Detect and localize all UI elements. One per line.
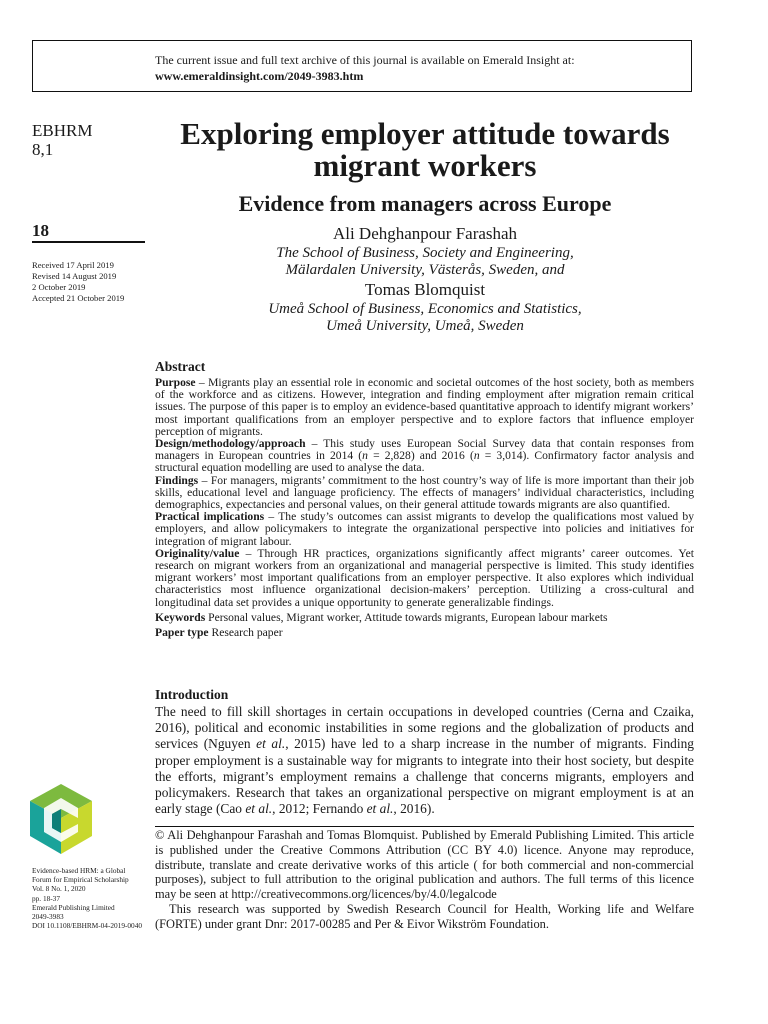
- et-al: et al.: [366, 801, 394, 817]
- introduction-paragraph: [155, 704, 694, 817]
- page-number-rule: [32, 241, 145, 243]
- intro-text: , 2016).: [393, 801, 435, 817]
- introduction-body: [155, 704, 694, 817]
- banner-text: The current issue and full text archive of this journal is available on Emerald Insight at:: [155, 53, 575, 67]
- abstract-originality: [155, 548, 694, 609]
- affiliation-1-line-1: The School of Business, Society and Engineering,: [276, 245, 574, 261]
- page-number: 18: [32, 221, 49, 240]
- journal-issn: 2049-3983: [32, 912, 64, 922]
- affiliation-2-line-1: Umeå School of Business, Economics and Statistics,: [268, 301, 582, 317]
- purpose-text: – Migrants play an essential role in economic and societal outcomes of the host society, both as members of the workforce and as citizens. However, integration and finding employment after migration remain critical issues. The purpose of this paper is to employ an evidence-based quantitative approach to identify migrant workers’ most important qualifications from an employer perspective and to explore factors that influence employer perception of migrants.: [155, 376, 694, 438]
- originality-text: – Through HR practices, organizations significantly affect migrants’ career outcomes. Yet research on migrant workers from an organizational and managerial perspective is limited. This study identifies migrant workers’ most important qualifications from an employer perspective. It also explores which individual characteristics most influence organizational decision-makers’ perception. Utilizing a cross-cultural and longitudinal data set provides a unique opportunity to generate generalizable findings.: [155, 546, 694, 609]
- abstract-keywords: [155, 612, 694, 624]
- keywords-label: Keywords: [155, 610, 206, 624]
- abstract-body: [155, 377, 694, 639]
- design-text-c: = 3,014). Confirmatory factor analysis and structural equation modelling are used to analyse the data.: [155, 449, 694, 475]
- design-text-b: = 2,828) and 2016 (: [367, 449, 474, 463]
- journal-name-line-2: Forum for Empirical Scholarship: [32, 875, 129, 885]
- journal-pages: pp. 18-37: [32, 893, 60, 903]
- findings-text: – For managers, migrants’ commitment to the host country’s way of life is more important than their job skills, educational level and language proficiency. The effects of managers’ individual characteristics, including demographics, expectancies and personal values, on their general attitude towards migrants are also quantified.: [155, 473, 694, 512]
- findings-label: Findings: [155, 473, 199, 487]
- purpose-label: Purpose: [155, 376, 196, 389]
- footnote: [155, 828, 694, 932]
- design-label: Design/methodology/approach: [155, 437, 306, 451]
- paper-subtitle: Evidence from managers across Europe: [238, 191, 612, 216]
- abstract-purpose: [155, 377, 694, 438]
- journal-abbreviation: [32, 121, 92, 159]
- keywords-text: Personal values, Migrant worker, Attitude towards migrants, European labour markets: [205, 610, 608, 624]
- author-2: Tomas Blomquist: [364, 280, 486, 299]
- intro-text: The need to fill skill shortages in certain occupations in developed countries (Cerna and Czaika, 2016), political and economic instabilities in some regions and the globalization of products and services (Nguyen: [155, 704, 694, 752]
- et-al: et al.: [256, 736, 286, 752]
- paper-title: Exploring employer attitude towards migrant workers: [180, 116, 670, 183]
- journal-availability-banner: [32, 40, 692, 92]
- n-symbol: n: [362, 449, 368, 463]
- paper-type-text: Research paper: [208, 626, 283, 640]
- design-text-a: – This study uses European Social Survey data that contain responses from managers in European countries in 2014 (: [155, 437, 694, 463]
- copyright-notice: © Ali Dehghanpour Farashah and Tomas Blomquist. Published by Emerald Publishing Limited. This article is published under the Creative Commons Attribution (CC BY 4.0) licence. Anyone may reproduce, distribute, translate and create derivative works of this article ( for both commercial and non-commercial purposes), subject to full attribution to the original publication and authors. The full terms of this licence may be seen at http://creativecommons.org/licences/by/4.0/legalcode: [155, 828, 694, 902]
- journal-doi: DOI 10.1108/EBHRM-04-2019-0040: [32, 921, 142, 931]
- funding-notice: This research was supported by Swedish Research Council for Health, Working life and Welfare (FORTE) under grant Dnr: 2017-00285 and Per & Eivor Wikström Foundation.: [155, 901, 694, 931]
- abstract-heading: Abstract: [155, 359, 206, 374]
- abstract-design: [155, 438, 694, 475]
- affiliation-1-line-2: Mälardalen University, Västerås, Sweden, and: [285, 262, 565, 278]
- introduction-heading: Introduction: [155, 687, 229, 702]
- journal-url-link[interactable]: www.emeraldinsight.com/2049-3983.htm: [155, 69, 364, 83]
- journal-name-line-1: Evidence-based HRM: a Global: [32, 866, 126, 875]
- paper-type-label: Paper type: [155, 626, 209, 640]
- abstract-practical: [155, 511, 694, 548]
- originality-label: Originality/value: [155, 546, 240, 560]
- author-1: Ali Dehghanpour Farashah: [332, 224, 518, 243]
- emerald-logo-icon: [30, 784, 92, 854]
- journal-citation-block: [32, 866, 142, 930]
- journal-abbr-name: EBHRM: [32, 121, 93, 140]
- n-symbol: n: [473, 449, 480, 463]
- received-date: Received 17 April 2019: [32, 260, 114, 270]
- intro-text: , 2012; Fernando: [272, 801, 367, 817]
- practical-label: Practical implications: [155, 510, 265, 524]
- journal-volume: 8,1: [32, 140, 54, 159]
- article-dates: [32, 260, 124, 304]
- footnote-rule: [155, 826, 694, 827]
- journal-publisher: Emerald Publishing Limited: [32, 902, 115, 912]
- affiliation-2-line-2: Umeå University, Umeå, Sweden: [326, 318, 524, 334]
- abstract-paper-type: [155, 627, 694, 639]
- abstract-findings: [155, 475, 694, 512]
- revised-date: Revised 14 August 2019: [32, 271, 117, 281]
- journal-volume-issue: Vol. 8 No. 1, 2020: [32, 884, 86, 894]
- practical-text: – The study’s outcomes can assist migrants to develop the qualifications most valued by employers, and allow policymakers to integrate the organizational perspective into policies and initiatives for integration of migrant labour.: [155, 510, 694, 548]
- et-al: et al.: [245, 801, 273, 817]
- revised-date-2: 2 October 2019: [32, 282, 86, 292]
- intro-text: , 2015) have led to a sharp increase in the number of migrants. Finding proper employment is a sustainable way for migrants to integrate into their host society, but despite the efforts, migrant’s employment remains a challenge that concerns migrants, employers and policymakers. Research that takes an organizational perspective on migrant employment is at an early stage (Cao: [155, 736, 694, 817]
- accepted-date: Accepted 21 October 2019: [32, 293, 125, 303]
